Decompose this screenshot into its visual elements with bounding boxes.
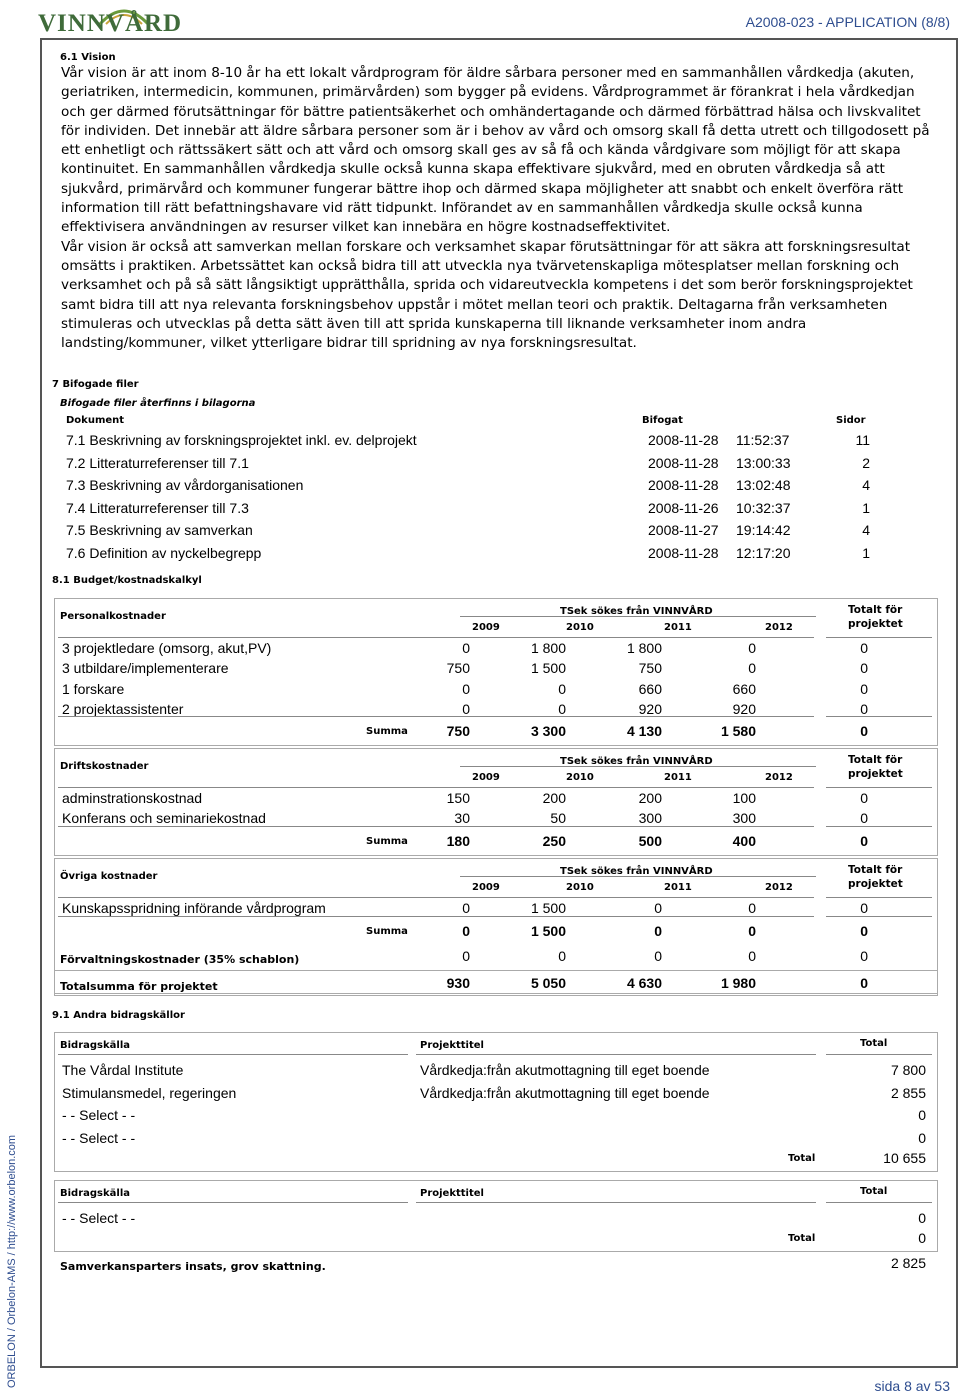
summa-value: 750 xyxy=(446,723,470,739)
samverkan-label: Samverkansparters insats, grov skattning. xyxy=(60,1260,326,1273)
divider xyxy=(826,1202,932,1203)
orbelon-side-text xyxy=(0,1130,22,1390)
totalsumma-value: 0 xyxy=(860,975,868,991)
cost-value: 0 xyxy=(654,900,662,916)
divider xyxy=(826,787,932,788)
totalsumma-value: 930 xyxy=(446,975,470,991)
section-heading-other-funding: 9.1 Andra bidragskällor xyxy=(52,1010,185,1021)
col-header-title: Projekttitel xyxy=(420,1188,484,1199)
summa-value: 0 xyxy=(462,923,470,939)
summa-value: 4 130 xyxy=(626,723,662,739)
divider xyxy=(826,916,932,917)
total-label: Totalt för projektet xyxy=(848,864,903,890)
summa-label: Summa xyxy=(366,836,408,847)
cost-value: 0 xyxy=(860,660,868,677)
year-2012: 2012 xyxy=(765,622,793,633)
divider xyxy=(460,616,816,617)
cost-row-label: 1 forskare xyxy=(62,680,125,697)
summa-value: 0 xyxy=(860,833,868,849)
attachment-time: 13:00:33 xyxy=(736,454,791,471)
attachment-date: 2008-11-28 xyxy=(648,454,719,471)
funding-total: 0 xyxy=(918,1210,926,1226)
funding-source: Stimulansmedel, regeringen xyxy=(62,1084,237,1101)
section-heading-budget: 8.1 Budget/kostnadskalkyl xyxy=(52,575,202,586)
divider xyxy=(826,716,932,717)
summa-value: 0 xyxy=(860,923,868,939)
cost-value: 100 xyxy=(732,790,756,806)
vision-paragraph-1: Vår vision är att inom 8-10 år ha ett lokalt vårdprogram för äldre sårbara personer med en sammanhållen vårdkedja (akuten, geriatriken, intermedicin, kommunen, primärvården) som bygger på evidens. Vårdprogrammet är förankrat i hela vårdkedjan och ger därmed förutsättningar för bättre patientsäkerhet och omhändertagande och därmed förbättrad hälsa och livskvalitet för individen. Det innebär att äldre sårbara personer som är i behov av vård och omsorg skall få detta utrett och tillgodosett på ett enhetligt och rättssäkert sätt och att vård och omsorg skall ges av så få och kända vårdgivare som möjligt för att skapa kontinuitet. En sammanhållen vårdkedja skulle också kunna skapa effektivare sjukvård, med en obruten vårdkedja så att sjukvård, primärvård och kommuner fungerar bättre ihop och därmed skapa möjligheter att snabbt och enkelt överföra rätt information till rätt befattningshavare vid rätt tidpunkt. Införandet av en sammanhållen vårdkedja skulle också kunna effektivisera användningen av resurser vilket kan innebära en högre kostnadseffektivitet. xyxy=(61,65,930,236)
cost-row-label: 3 projektledare (omsorg, akut,PV) xyxy=(62,640,272,656)
cost-value: 50 xyxy=(550,810,566,827)
attachment-name: 7.1 Beskrivning av forskningsprojektet inkl. ev. delprojekt xyxy=(66,432,417,448)
cost-value: 0 xyxy=(860,810,868,827)
divider xyxy=(58,826,814,827)
year-2009: 2009 xyxy=(472,882,500,893)
forvaltning-value: 0 xyxy=(654,948,662,964)
funding-total: 0 xyxy=(918,1107,926,1124)
cost-value: 30 xyxy=(454,810,470,827)
divider xyxy=(58,916,814,917)
summa-value: 0 xyxy=(654,923,662,939)
summa-label: Summa xyxy=(366,926,408,937)
cost-value: 1 500 xyxy=(530,900,566,916)
summa-value: 3 300 xyxy=(530,723,566,739)
attachment-date: 2008-11-27 xyxy=(648,522,719,539)
samverkan-value: 2 825 xyxy=(890,1255,926,1271)
cost-value: 0 xyxy=(748,640,756,656)
forvaltning-value: 0 xyxy=(748,948,756,964)
cost-value: 0 xyxy=(860,900,868,916)
svg-text:ORBELON / Orbelon-AMS / http:/: ORBELON / Orbelon-AMS / http://www.orbelon.com xyxy=(6,1134,18,1388)
forvaltning-value: 0 xyxy=(558,948,566,964)
funding-source: The Vårdal Institute xyxy=(62,1062,184,1078)
attachment-date: 2008-11-28 xyxy=(648,477,719,494)
year-2012: 2012 xyxy=(765,772,793,783)
funding-grand-total: 0 xyxy=(918,1230,926,1246)
divider xyxy=(58,637,814,638)
funding-title: Vårdkedja:från akutmottagning till eget boende xyxy=(420,1084,710,1101)
cost-value: 0 xyxy=(748,900,756,916)
divider xyxy=(826,897,932,898)
totalsumma-value: 1 980 xyxy=(720,975,756,991)
year-2012: 2012 xyxy=(765,882,793,893)
attachment-name: 7.4 Litteraturreferenser till 7.3 xyxy=(66,499,249,516)
summa-value: 0 xyxy=(860,723,868,739)
cost-value: 750 xyxy=(638,660,662,677)
year-2011: 2011 xyxy=(664,622,692,633)
attachment-pages: 4 xyxy=(862,522,870,539)
attachment-pages: 4 xyxy=(862,477,870,494)
divider xyxy=(826,826,932,827)
summa-value: 180 xyxy=(446,833,470,849)
summa-value: 1 580 xyxy=(720,723,756,739)
vinnvard-logo xyxy=(38,4,183,38)
cost-value: 0 xyxy=(860,680,868,697)
cost-value: 0 xyxy=(860,790,868,806)
year-2010: 2010 xyxy=(566,622,594,633)
budget-title-ovriga: Övriga kostnader xyxy=(60,871,158,882)
cost-value: 660 xyxy=(638,680,662,697)
total-label: Totalt för projektet xyxy=(848,754,903,780)
cost-value: 200 xyxy=(542,790,566,806)
attachment-name: 7.5 Beskrivning av samverkan xyxy=(66,522,253,539)
budget-title-drift: Driftskostnader xyxy=(60,761,149,772)
cost-value: 0 xyxy=(558,700,566,717)
divider xyxy=(416,1054,816,1055)
col-header-source: Bidragskälla xyxy=(60,1188,130,1199)
total-label: Totalt för projektet xyxy=(848,604,903,630)
cost-row-label: Kunskapsspridning införande vårdprogram xyxy=(62,900,326,916)
cost-value: 1 800 xyxy=(626,640,662,656)
cost-value: 1 800 xyxy=(530,640,566,656)
col-header-document: Dokument xyxy=(66,415,125,426)
attachment-name: 7.3 Beskrivning av vårdorganisationen xyxy=(66,477,304,494)
divider xyxy=(58,716,814,717)
attachment-time: 11:52:37 xyxy=(736,432,790,448)
year-2011: 2011 xyxy=(664,772,692,783)
col-header-pages: Sidor xyxy=(836,415,866,426)
attachment-date: 2008-11-28 xyxy=(648,545,719,561)
year-2010: 2010 xyxy=(566,882,594,893)
attachment-pages: 1 xyxy=(862,545,870,561)
year-2009: 2009 xyxy=(472,772,500,783)
divider xyxy=(58,1054,408,1055)
cost-value: 920 xyxy=(732,700,756,717)
cost-value: 750 xyxy=(446,660,470,677)
divider xyxy=(826,637,932,638)
cost-value: 300 xyxy=(732,810,756,827)
divider xyxy=(826,1054,932,1055)
col-header-total: Total xyxy=(860,1038,888,1049)
tsek-label: TSek sökes från VINNVÅRD xyxy=(560,756,713,767)
total-label: Total xyxy=(788,1233,816,1244)
cost-value: 0 xyxy=(462,680,470,697)
summa-value: 500 xyxy=(638,833,662,849)
totalsumma-value: 4 630 xyxy=(626,975,662,991)
cost-value: 660 xyxy=(732,680,756,697)
attachment-name: 7.6 Definition av nyckelbegrepp xyxy=(66,545,262,561)
cost-value: 1 500 xyxy=(530,660,566,677)
col-header-title: Projekttitel xyxy=(420,1040,484,1051)
logo-text: VINNVÅRD xyxy=(38,10,183,37)
funding-source: - - Select - - xyxy=(62,1210,136,1226)
divider xyxy=(58,1202,408,1203)
application-title: A2008-023 - APPLICATION (8/8) xyxy=(745,14,950,30)
divider xyxy=(460,766,816,767)
forvaltning-label: Förvaltningskostnader (35% schablon) xyxy=(60,953,300,966)
divider xyxy=(58,897,814,898)
cost-value: 0 xyxy=(860,700,868,717)
cost-row-label: Konferans och seminariekostnad xyxy=(62,810,266,827)
cost-value: 0 xyxy=(860,640,868,656)
cost-value: 0 xyxy=(462,700,470,717)
year-2010: 2010 xyxy=(566,772,594,783)
tsek-label: TSek sökes från VINNVÅRD xyxy=(560,866,713,877)
funding-total: 0 xyxy=(918,1129,926,1146)
attachment-date: 2008-11-28 xyxy=(648,432,719,448)
attachment-pages: 11 xyxy=(855,432,870,448)
cost-row-label: 2 projektassistenter xyxy=(62,700,184,717)
divider xyxy=(416,1202,816,1203)
summa-label: Summa xyxy=(366,726,408,737)
funding-grand-total: 10 655 xyxy=(883,1150,926,1166)
attachment-time: 10:32:37 xyxy=(736,499,791,516)
attachment-name: 7.2 Litteraturreferenser till 7.1 xyxy=(66,454,249,471)
funding-total: 2 855 xyxy=(890,1084,926,1101)
summa-value: 250 xyxy=(542,833,566,849)
cost-value: 0 xyxy=(558,680,566,697)
totalsumma-value: 5 050 xyxy=(530,975,566,991)
funding-total: 7 800 xyxy=(890,1062,926,1078)
section-heading-vision: 6.1 Vision xyxy=(60,52,116,63)
col-header-total: Total xyxy=(860,1186,888,1197)
section-heading-attachments: 7 Bifogade filer xyxy=(52,379,139,390)
year-2009: 2009 xyxy=(472,622,500,633)
cost-value: 150 xyxy=(446,790,470,806)
divider xyxy=(460,876,816,877)
tsek-label: TSek sökes från VINNVÅRD xyxy=(560,606,713,617)
attachment-time: 19:14:42 xyxy=(736,522,791,539)
forvaltning-value: 0 xyxy=(462,948,470,964)
funding-source: - - Select - - xyxy=(62,1129,136,1146)
summa-value: 0 xyxy=(748,923,756,939)
funding-title: Vårdkedja:från akutmottagning till eget boende xyxy=(420,1062,710,1078)
summa-value: 1 500 xyxy=(530,923,566,939)
attachments-subheading: Bifogade filer återfinns i bilagorna xyxy=(60,398,256,409)
summa-value: 400 xyxy=(732,833,756,849)
budget-title-personal: Personalkostnader xyxy=(60,611,166,622)
cost-row-label: adminstrationskostnad xyxy=(62,790,203,806)
vision-text xyxy=(61,64,931,353)
total-label: Total xyxy=(788,1153,816,1164)
attachment-pages: 2 xyxy=(862,454,870,471)
cost-value: 920 xyxy=(638,700,662,717)
cost-value: 0 xyxy=(748,660,756,677)
funding-box-t1 xyxy=(54,1032,938,1172)
vision-paragraph-2: Vår vision är också att samverkan mellan forskare och verksamhet skapar förutsättningar för att säkra att forskningsresultat omsätts i praktiken. Arbetssättet kan också bidra till att utveckla nya tvärvetenskapliga mötesplatser mellan forskning och verksamhet och på så sätt långsiktigt upprätthålla, sprida och vidareutveckla kompetens i det som berör forskningsprojektet samt bidra till att nya relevanta forskningsbehov uppstår i mötet mellan teori och praktik. Deltagarna från verksamheten stimuleras och utvecklas på detta sätt även till att sprida kunskaperna till liknande verksamheter inom andra landsting/kommuner, vilket ytterligare bidrar till spridning av nya forskningsresultat. xyxy=(61,238,913,352)
cost-row-label: 3 utbildare/implementerare xyxy=(62,660,229,677)
attachment-time: 13:02:48 xyxy=(736,477,791,494)
attachment-pages: 1 xyxy=(862,499,870,516)
attachment-time: 12:17:20 xyxy=(736,545,791,561)
page-number: sida 8 av 53 xyxy=(874,1378,950,1394)
divider xyxy=(58,787,814,788)
cost-value: 200 xyxy=(638,790,662,806)
totalsumma-label: Totalsumma för projektet xyxy=(60,980,218,993)
cost-value: 0 xyxy=(462,640,470,656)
col-header-attached: Bifogat xyxy=(642,415,683,426)
col-header-source: Bidragskälla xyxy=(60,1040,130,1051)
forvaltning-value: 0 xyxy=(860,948,868,964)
cost-value: 0 xyxy=(462,900,470,916)
cost-value: 300 xyxy=(638,810,662,827)
funding-source: - - Select - - xyxy=(62,1107,136,1124)
year-2011: 2011 xyxy=(664,882,692,893)
attachment-date: 2008-11-26 xyxy=(648,499,719,516)
